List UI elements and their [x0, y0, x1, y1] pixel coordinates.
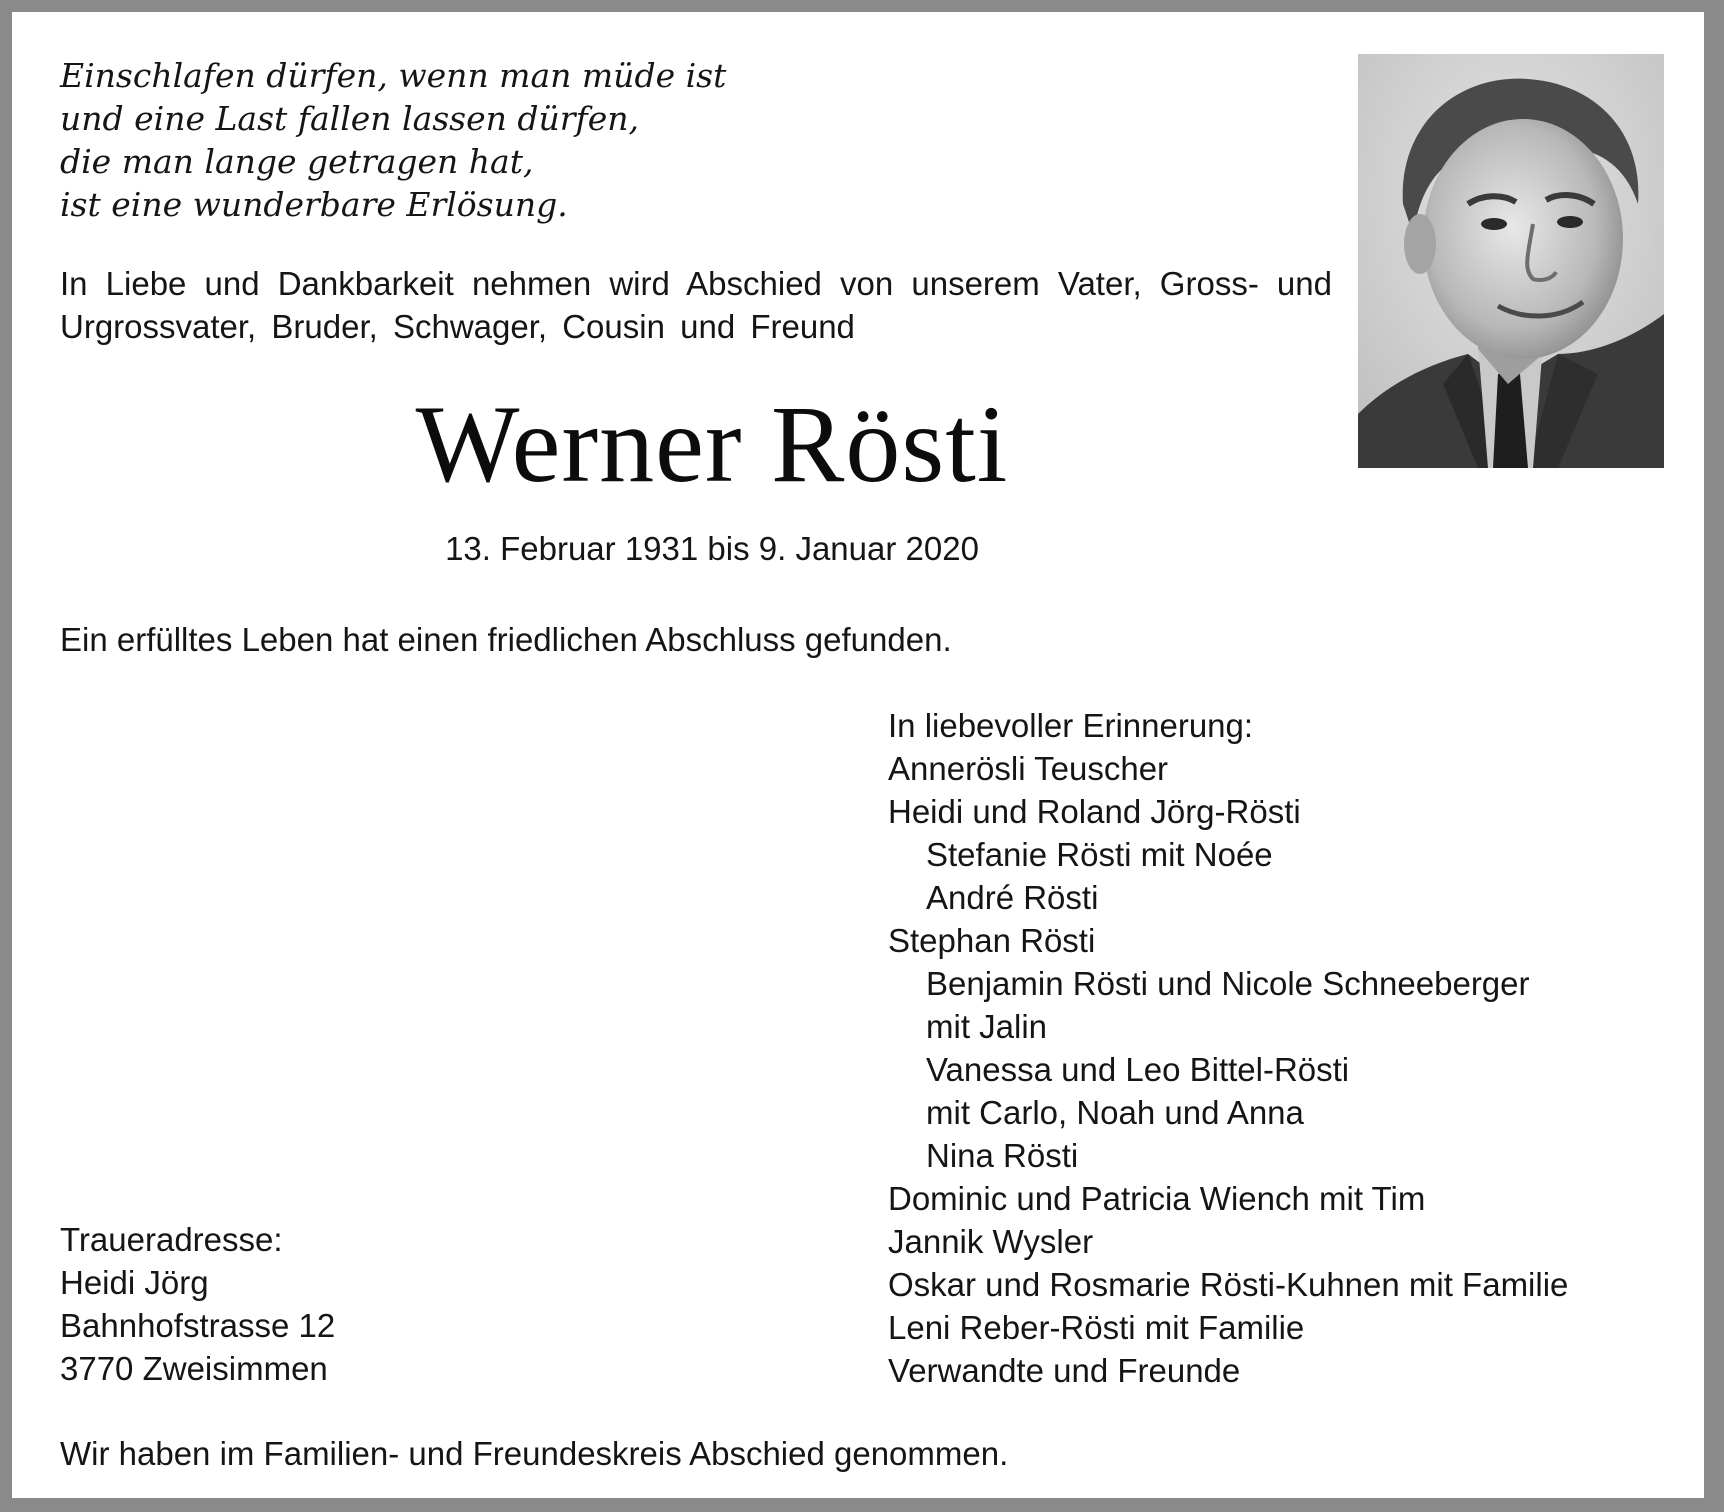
- address-street: Bahnhofstrasse 12: [60, 1307, 336, 1344]
- memory-heading: In liebevoller Erinnerung:: [888, 707, 1254, 744]
- memory-line: André Rösti: [926, 879, 1099, 916]
- memory-line: Benjamin Rösti und Nicole Schneeberger: [926, 965, 1530, 1002]
- memory-line: Vanessa und Leo Bittel-Rösti: [926, 1051, 1350, 1088]
- memory-line: Stephan Rösti: [888, 922, 1096, 959]
- obituary-sheet: [12, 12, 1704, 1498]
- fulfilled-life-text: Ein erfülltes Leben hat einen friedlichen Abschluss gefunden.: [60, 621, 952, 658]
- memory-line: Jannik Wysler: [888, 1223, 1094, 1260]
- memory-line: Verwandte und Freunde: [888, 1352, 1241, 1389]
- memory-line: mit Carlo, Noah und Anna: [926, 1094, 1304, 1131]
- memory-line: Leni Reber-Rösti mit Familie: [888, 1309, 1305, 1346]
- memory-list: [888, 704, 1568, 1392]
- poem-line: Einschlafen dürfen, wenn man müde ist: [60, 56, 727, 95]
- poem-line: ist eine wunderbare Erlösung.: [60, 185, 568, 224]
- poem-line: und eine Last fallen lassen dürfen,: [60, 99, 640, 138]
- memory-line: Oskar und Rosmarie Rösti-Kuhnen mit Familie: [888, 1266, 1569, 1303]
- mourning-address: [60, 1218, 335, 1390]
- memory-line: mit Jalin: [926, 1008, 1048, 1045]
- address-name: Heidi Jörg: [60, 1264, 209, 1301]
- memory-line: Stefanie Rösti mit Noée: [926, 836, 1273, 873]
- address-city: 3770 Zweisimmen: [60, 1350, 328, 1387]
- intro-text: In Liebe und Dankbarkeit nehmen wird Abschied von unserem Vater, Gross- und Urgrossvater, Bruder, Schwager, Cousin und Freund: [60, 265, 1332, 345]
- deceased-name: Werner Rösti: [415, 383, 1009, 505]
- poem-line: die man lange getragen hat,: [60, 142, 534, 181]
- closing-text: Wir haben im Familien- und Freundeskreis Abschied genommen.: [60, 1435, 1009, 1472]
- address-label: Traueradresse:: [60, 1221, 283, 1258]
- portrait-photo: [1358, 54, 1664, 468]
- poem: [60, 54, 726, 226]
- memory-line: Heidi und Roland Jörg-Rösti: [888, 793, 1301, 830]
- memory-line: Annerösli Teuscher: [888, 750, 1169, 787]
- memory-line: Nina Rösti: [926, 1137, 1079, 1174]
- memory-line: Dominic und Patricia Wiench mit Tim: [888, 1180, 1426, 1217]
- life-dates: 13. Februar 1931 bis 9. Januar 2020: [445, 530, 979, 567]
